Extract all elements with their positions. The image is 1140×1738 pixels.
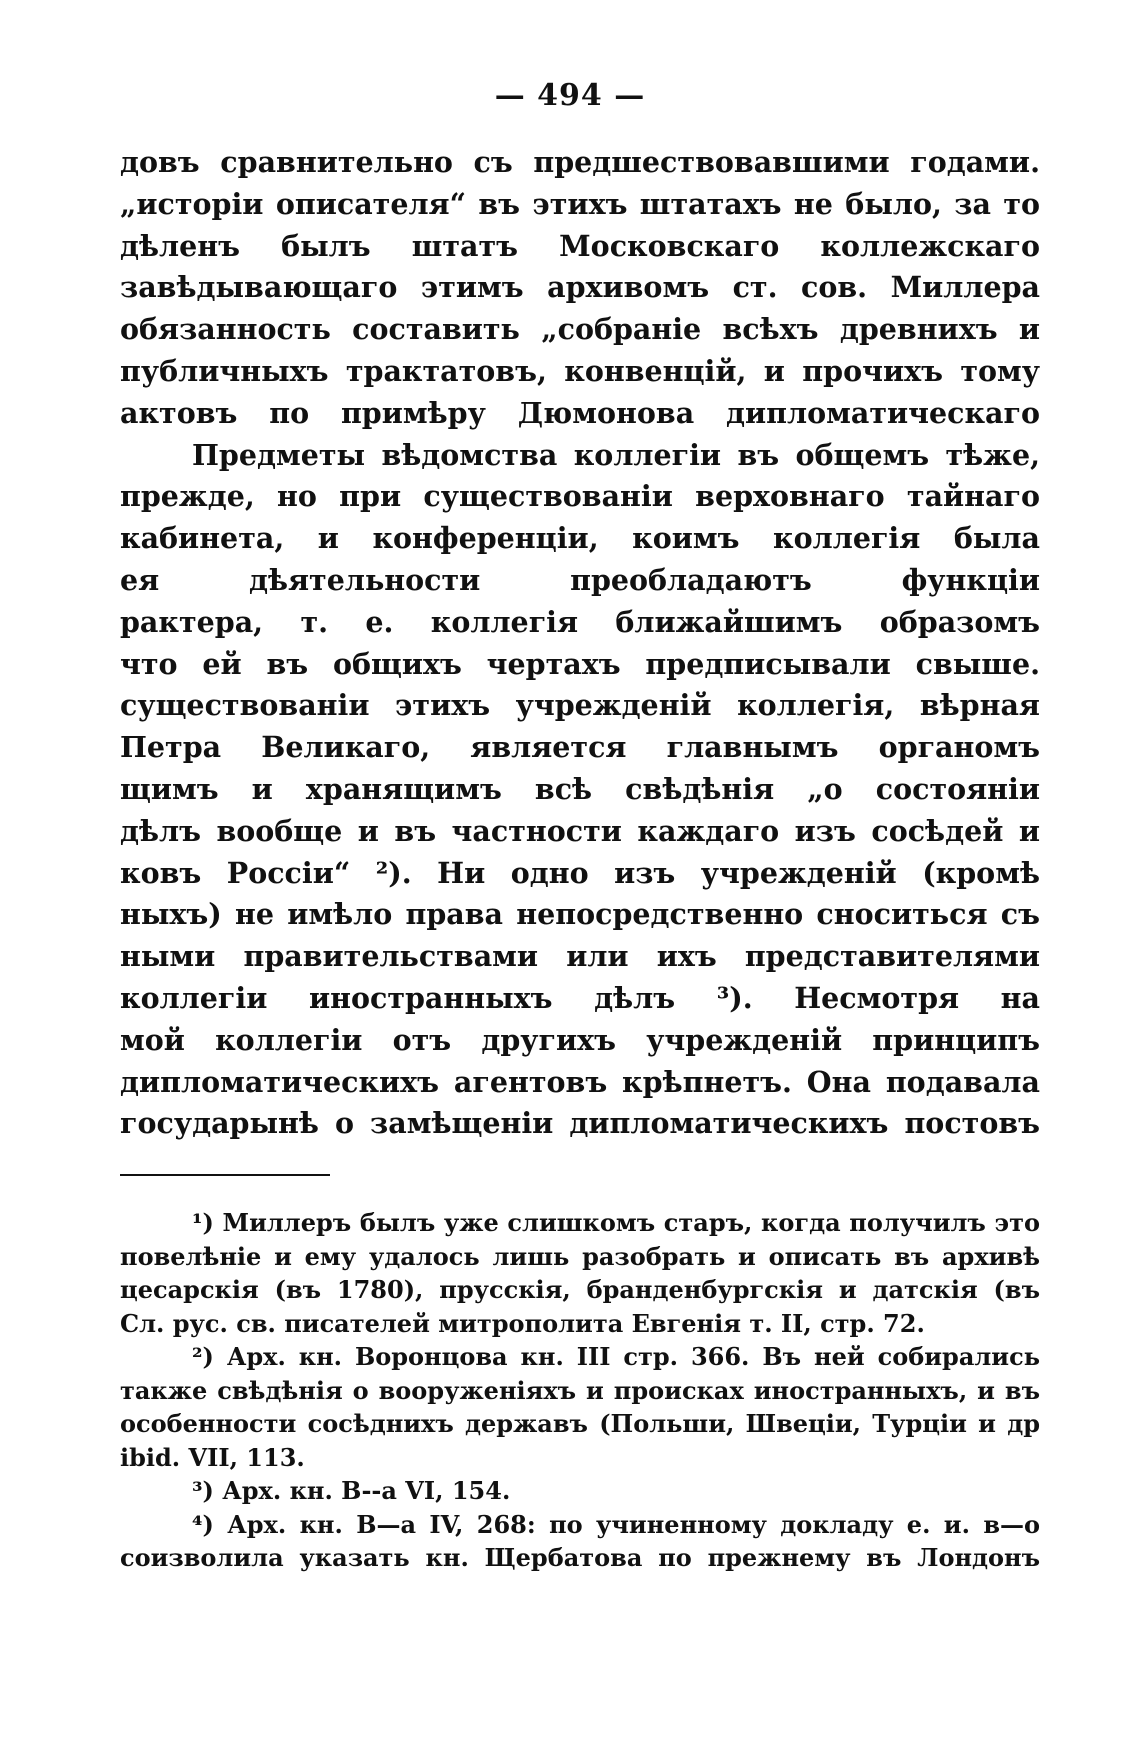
text-line: рактера, т. е. коллегiя ближайшимъ образомъ (120, 604, 1040, 639)
text-line: завѣдывающаго этимъ архивомъ ст. сов. Миллера (120, 270, 1040, 305)
footnote-2-line: особенности сосѣднихъ державъ (Польши, Швецiи, Турцiи и др (120, 1409, 1040, 1438)
text-line: Петра Великаго, является главнымъ органомъ (120, 730, 1040, 765)
footnote-4-line: ⁴) Арх. кн. В—а IV, 268: по учиненному докладу е. и. в—о (192, 1509, 1040, 1539)
paragraph-start-line: Предметы вѣдомства коллегiи въ общемъ тѣже, (192, 437, 1040, 472)
footnote-2-line: ibid. VII, 113. (120, 1442, 305, 1472)
text-line: обязанность составить „собранiе всѣхъ древнихъ и (120, 312, 1040, 347)
text-line: „исторiи описателя“ въ этихъ штатахъ не было, за то (120, 186, 1040, 221)
footnote-separator (120, 1174, 330, 1176)
footnote-1-line: ¹) Миллеръ былъ уже слишкомъ старъ, когда получилъ это (192, 1208, 1040, 1237)
text-line: актовъ по примѣру Дюмонова дипломатическаго (120, 395, 1040, 430)
page-number: — 494 — (494, 78, 646, 113)
text-line: ными правительствами или ихъ представителями (120, 939, 1040, 974)
text-line: государынѣ о замѣщенiи дипломатическихъ постовъ (120, 1106, 1040, 1141)
text-line: дипломатическихъ агентовъ крѣпнетъ. Она подавала (120, 1064, 1040, 1099)
text-line: щимъ и хранящимъ всѣ свѣдѣнiя „о состоянiи (120, 771, 1040, 806)
footnote-3-line: ³) Арх. кн. В--а VI, 154. (192, 1476, 511, 1505)
text-line: что ей въ общихъ чертахъ предписывали свыше. (120, 646, 1040, 681)
text-line: мой коллегiи отъ другихъ учрежденiй принципъ (120, 1022, 1040, 1057)
text-line: ковъ Россiи“ ²). Ни одно изъ учрежденiй (кромѣ (120, 855, 1040, 890)
text-line: существованiи этихъ учрежденiй коллегiя, вѣрная (120, 688, 1040, 723)
footnotes (120, 1206, 1040, 1575)
main-text (120, 142, 1040, 1145)
text-line: дѣлъ вообще и въ частности каждаго изъ сосѣдей и (120, 813, 1040, 848)
text-line: кабинета, и конференцiи, коимъ коллегiя была (120, 521, 1040, 556)
footnote-4-line: соизволила указать кн. Щербатова по прежнему въ Лондонъ (120, 1543, 1040, 1572)
text-line: дѣленъ былъ штатъ Московскаго коллежскаго (120, 228, 1040, 263)
text-line: публичныхъ трактатовъ, конвенцiй, и прочихъ тому (120, 353, 1040, 388)
footnote-1-line: Сл. рус. св. писателей митрополита Евгенiя т. II, стр. 72. (120, 1308, 925, 1338)
footnote-2-line: ²) Арх. кн. Воронцова кн. III стр. 366. Въ ней собирались (192, 1342, 1040, 1371)
text-line: коллегiи иностранныхъ дѣлъ ³). Несмотря на (120, 980, 1040, 1015)
footnote-2-line: также свѣдѣнiя о вооруженiяхъ и происках иностранныхъ, и въ (120, 1375, 1040, 1405)
text-line: довъ сравнительно съ предшествовавшими годами. (120, 145, 1040, 179)
text-line: ея дѣятельности преобладаютъ функцiи (120, 562, 1040, 597)
text-line: прежде, но при существованiи верховнаго тайнаго (120, 479, 1040, 514)
text-line: ныхъ) не имѣло права непосредственно сноситься съ (120, 897, 1040, 932)
footnote-1-line: цесарскiя (въ 1780), прусскiя, бранденбургскiя и датскiя (въ (120, 1275, 1040, 1304)
footnote-1-line: повелѣнiе и ему удалось лишь разобрать и описать въ архивѣ (120, 1241, 1040, 1271)
